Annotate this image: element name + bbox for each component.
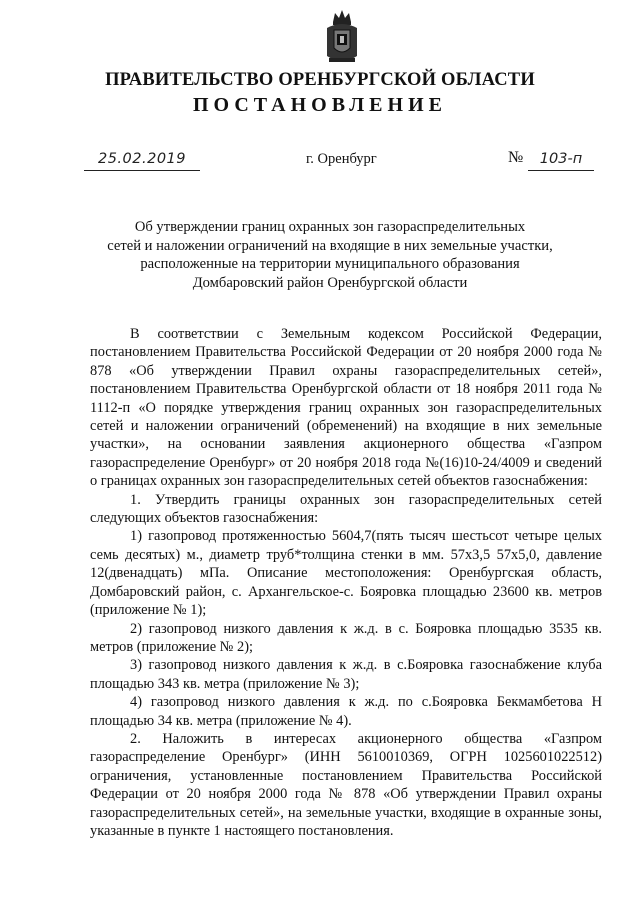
document-number: 103-п [528, 150, 594, 171]
subject-line: сетей и наложении ограничений на входящие в них земельные участки, [107, 237, 553, 254]
document-body [90, 325, 602, 840]
document-city: г. Оренбург [306, 151, 377, 167]
document-type-heading: ПОСТАНОВЛЕНИЕ [193, 94, 447, 116]
body-paragraph: 4) газопровод низкого давления к ж.д. по с.Бояровка Бекмамбетова Н площадью 34 кв. метра (приложение № 4). [90, 694, 602, 729]
coat-of-arms-emblem [324, 8, 360, 66]
subject-line: расположенные на территории муниципального образования [140, 256, 520, 272]
body-paragraph: 3) газопровод низкого давления к ж.д. в с.Бояровка газоснабжение клуба площадью 343 кв. метра (приложение № 3); [90, 657, 602, 692]
body-paragraph: 1) газопровод протяженностью 5604,7(пять тысяч шестьсот четыре целых семь десятых) м., диаметр труб*толщина стенки в мм. 57х3,5 57х5,0, давление 12(двенадцать) мПа. Описание местоположения: Оренбургская область, Домбаровский район, с. Архангельское-с. Бояровка площадью 23600 кв. метров (приложение № 1); [90, 528, 602, 619]
body-paragraph: 2) газопровод низкого давления к ж.д. в с. Бояровка площадью 3535 кв. метров (приложение № 2); [90, 620, 602, 655]
document-subject [70, 218, 590, 292]
document-meta-row [0, 150, 640, 178]
document-date: 25.02.2019 [84, 150, 200, 171]
number-label: № [508, 149, 524, 166]
body-paragraph: 2. Наложить в интересах акционерного общества «Газпром газораспределение Оренбург» (ИНН 5610010369, ОГРН 1025601022512) ограничения, установленные постановлением Правительства Российской Федерации от 20 ноября 2000 года № 878 «Об утверждении Правил охраны газораспределительных сетей», на земельные участки, входящие в охранные зоны, указанные в пункте 1 настоящего постановления. [90, 730, 602, 839]
government-title: ПРАВИТЕЛЬСТВО ОРЕНБУРГСКОЙ ОБЛАСТИ [105, 70, 535, 90]
body-paragraph: 1. Утвердить границы охранных зон газораспределительных сетей следующих объектов газоснабжения: [90, 491, 602, 527]
subject-line: Об утверждении границ охранных зон газораспределительных [134, 219, 526, 235]
body-paragraph: В соответствии с Земельным кодексом Российской Федерации, постановлением Правительства Российской Федерации от 20 ноября 2000 года № 878 «Об утверждении Правил охраны газораспределительных сетей», постановлением Правительства Оренбургской области от 18 ноября 2011 года № 1112-п «О порядке утверждения границ охранных зон газораспределительных сетей и наложении ограничений (обременений) на входящие в них земельные участки», на основании заявления акционерного общества «Газпром газораспределение Оренбург» от 20 ноября 2018 года №(16)10-24/4009 и сведений о границах охранных зон газораспределительных сетей объектов газоснабжения: [90, 326, 602, 490]
subject-line: Домбаровский район Оренбургской области [192, 274, 468, 291]
